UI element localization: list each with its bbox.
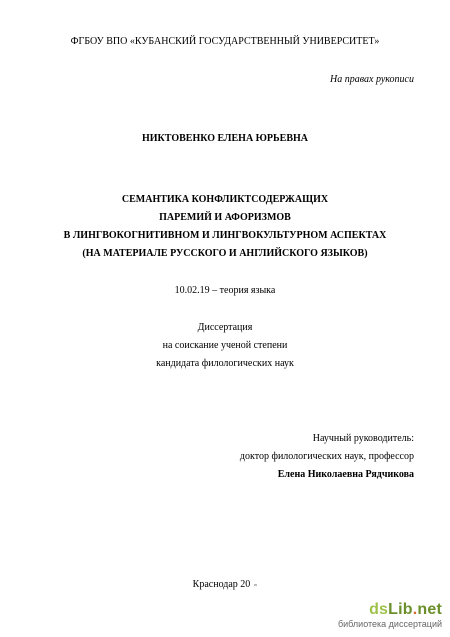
city-year-text: Краснодар 20: [192, 579, 251, 590]
institution-header: ФГБОУ ВПО «КУБАНСКИЙ ГОСУДАРСТВЕННЫЙ УНИВЕРСИТЕТ»: [70, 36, 380, 47]
year-fragment-mark: [254, 584, 257, 586]
dslib-subtitle: библиотека диссертаций: [337, 619, 442, 629]
city-year: [0, 579, 450, 590]
degree-line-3: кандидата филологических наук: [156, 358, 294, 369]
specialty-code: 10.02.19 – теория языка: [174, 285, 276, 296]
manuscript-rights-note: На правах рукописи: [330, 74, 414, 85]
advisor-name: Елена Николаевна Рядчикова: [277, 469, 414, 480]
advisor-rank: доктор филологических наук, профессор: [239, 451, 414, 462]
author-name: НИКТОВЕНКО ЕЛЕНА ЮРЬЕВНА: [141, 133, 308, 144]
title-line-4: (НА МАТЕРИАЛЕ РУССКОГО И АНГЛИЙСКОГО ЯЗЫКОВ): [82, 248, 368, 259]
title-line-1: СЕМАНТИКА КОНФЛИКТСОДЕРЖАЩИХ: [121, 194, 329, 205]
degree-line-2: на соискание ученой степени: [162, 340, 288, 351]
degree-line-1: Диссертация: [197, 322, 253, 333]
title-line-2: ПАРЕМИЙ И АФОРИЗМОВ: [159, 212, 291, 223]
title-line-3: В ЛИНГВОКОГНИТИВНОМ И ЛИНГВОКУЛЬТУРНОМ АСПЕКТАХ: [63, 230, 387, 241]
dslib-watermark: [322, 601, 442, 629]
advisor-label: Научный руководитель:: [312, 433, 414, 444]
dslib-logo: dsLib.net: [369, 601, 442, 618]
